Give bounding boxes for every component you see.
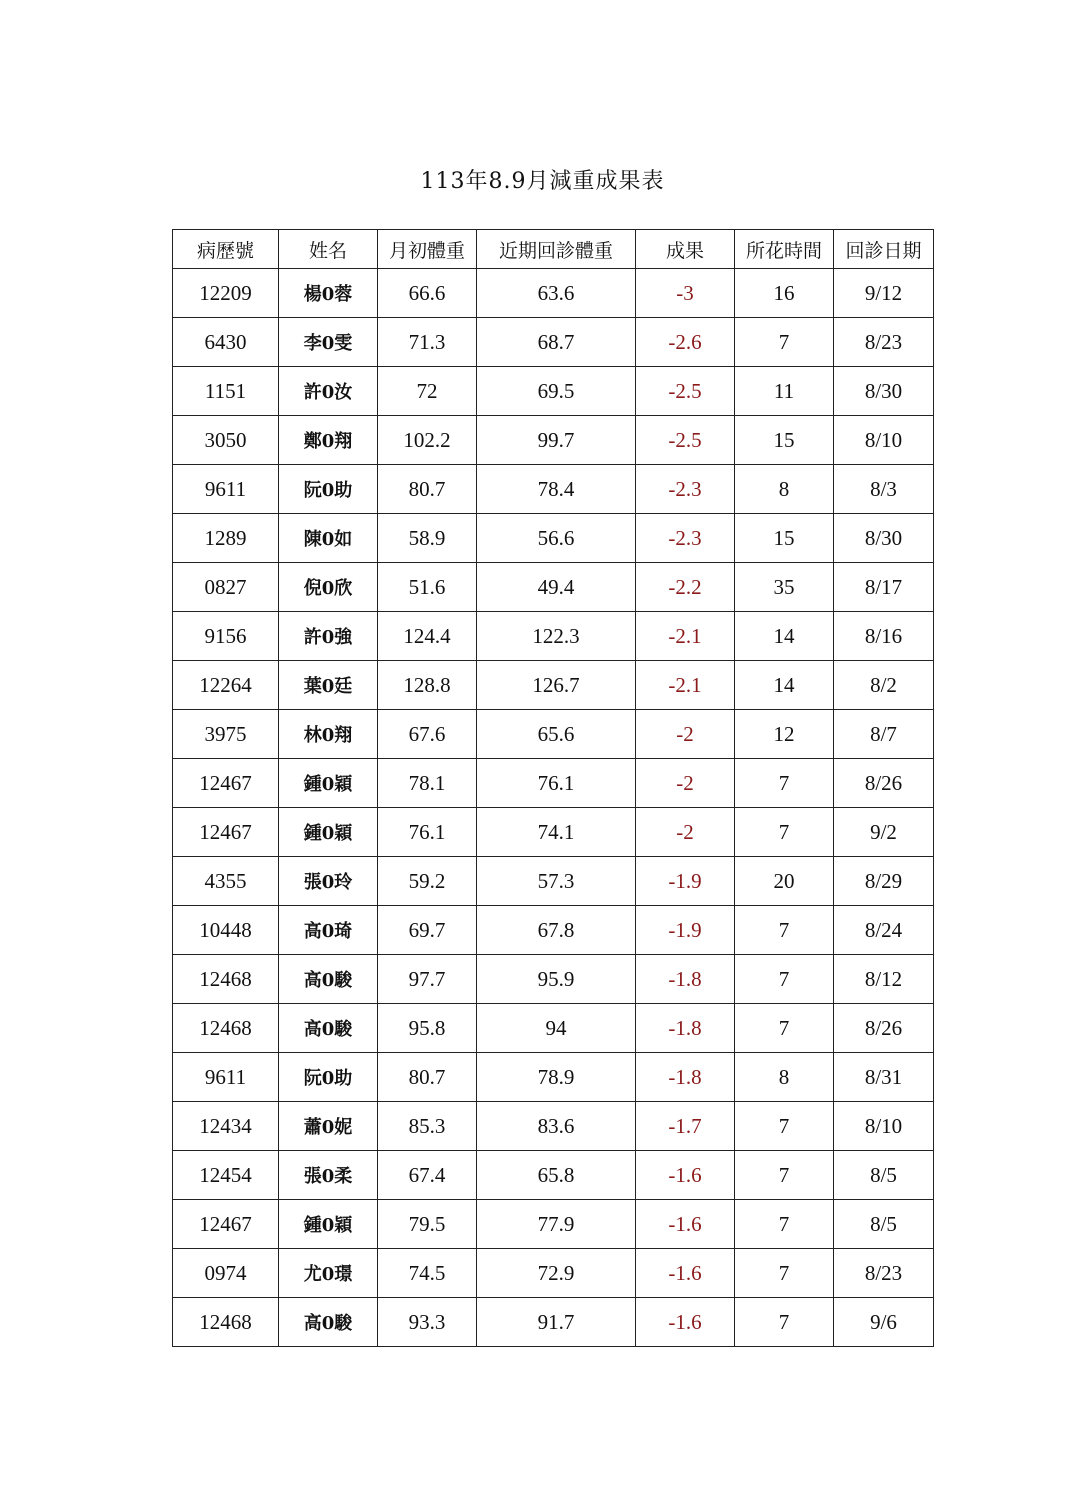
cell-start-weight: 128.8 bbox=[378, 661, 477, 710]
cell-visit-date: 8/12 bbox=[834, 955, 934, 1004]
cell-name: 葉0廷 bbox=[279, 661, 378, 710]
cell-record-number: 0974 bbox=[173, 1249, 279, 1298]
cell-record-number: 12467 bbox=[173, 759, 279, 808]
cell-start-weight: 58.9 bbox=[378, 514, 477, 563]
cell-start-weight: 74.5 bbox=[378, 1249, 477, 1298]
cell-result: -2 bbox=[636, 710, 735, 759]
cell-name: 高0駿 bbox=[279, 1004, 378, 1053]
cell-start-weight: 124.4 bbox=[378, 612, 477, 661]
cell-result: -2 bbox=[636, 808, 735, 857]
cell-visit-date: 8/24 bbox=[834, 906, 934, 955]
cell-name: 張0玲 bbox=[279, 857, 378, 906]
table-header-row bbox=[173, 230, 934, 269]
table-row bbox=[173, 269, 934, 318]
cell-result: -1.8 bbox=[636, 1004, 735, 1053]
cell-recent-weight: 122.3 bbox=[477, 612, 636, 661]
header-recent-weight: 近期回診體重 bbox=[477, 230, 636, 269]
cell-result: -1.9 bbox=[636, 906, 735, 955]
cell-result: -2 bbox=[636, 759, 735, 808]
cell-start-weight: 95.8 bbox=[378, 1004, 477, 1053]
cell-recent-weight: 65.6 bbox=[477, 710, 636, 759]
cell-record-number: 12434 bbox=[173, 1102, 279, 1151]
cell-result: -1.6 bbox=[636, 1298, 735, 1347]
cell-result: -2.2 bbox=[636, 563, 735, 612]
cell-time-spent: 8 bbox=[735, 465, 834, 514]
cell-name: 尤0璟 bbox=[279, 1249, 378, 1298]
cell-visit-date: 8/17 bbox=[834, 563, 934, 612]
cell-record-number: 3050 bbox=[173, 416, 279, 465]
cell-recent-weight: 56.6 bbox=[477, 514, 636, 563]
cell-result: -1.8 bbox=[636, 1053, 735, 1102]
cell-result: -2.3 bbox=[636, 514, 735, 563]
cell-record-number: 0827 bbox=[173, 563, 279, 612]
cell-visit-date: 8/31 bbox=[834, 1053, 934, 1102]
cell-visit-date: 8/2 bbox=[834, 661, 934, 710]
table-row bbox=[173, 318, 934, 367]
cell-start-weight: 80.7 bbox=[378, 1053, 477, 1102]
cell-start-weight: 66.6 bbox=[378, 269, 477, 318]
cell-start-weight: 59.2 bbox=[378, 857, 477, 906]
cell-record-number: 9156 bbox=[173, 612, 279, 661]
header-name: 姓名 bbox=[279, 230, 378, 269]
cell-time-spent: 7 bbox=[735, 808, 834, 857]
cell-time-spent: 11 bbox=[735, 367, 834, 416]
cell-visit-date: 8/30 bbox=[834, 514, 934, 563]
cell-start-weight: 79.5 bbox=[378, 1200, 477, 1249]
table-row bbox=[173, 661, 934, 710]
cell-recent-weight: 83.6 bbox=[477, 1102, 636, 1151]
cell-recent-weight: 95.9 bbox=[477, 955, 636, 1004]
cell-name: 鍾0穎 bbox=[279, 759, 378, 808]
cell-record-number: 12468 bbox=[173, 1298, 279, 1347]
cell-time-spent: 20 bbox=[735, 857, 834, 906]
cell-name: 倪0欣 bbox=[279, 563, 378, 612]
cell-recent-weight: 67.8 bbox=[477, 906, 636, 955]
cell-time-spent: 7 bbox=[735, 1004, 834, 1053]
cell-name: 許0強 bbox=[279, 612, 378, 661]
cell-time-spent: 15 bbox=[735, 416, 834, 465]
cell-recent-weight: 94 bbox=[477, 1004, 636, 1053]
cell-record-number: 1289 bbox=[173, 514, 279, 563]
cell-name: 高0駿 bbox=[279, 1298, 378, 1347]
cell-result: -2.5 bbox=[636, 416, 735, 465]
cell-recent-weight: 65.8 bbox=[477, 1151, 636, 1200]
cell-visit-date: 9/12 bbox=[834, 269, 934, 318]
cell-name: 楊0蓉 bbox=[279, 269, 378, 318]
cell-result: -2.5 bbox=[636, 367, 735, 416]
cell-time-spent: 7 bbox=[735, 955, 834, 1004]
cell-recent-weight: 68.7 bbox=[477, 318, 636, 367]
cell-visit-date: 8/10 bbox=[834, 1102, 934, 1151]
cell-result: -1.9 bbox=[636, 857, 735, 906]
cell-visit-date: 8/26 bbox=[834, 759, 934, 808]
header-start-weight: 月初體重 bbox=[378, 230, 477, 269]
cell-name: 高0琦 bbox=[279, 906, 378, 955]
cell-name: 鍾0穎 bbox=[279, 808, 378, 857]
table-row bbox=[173, 759, 934, 808]
cell-time-spent: 14 bbox=[735, 612, 834, 661]
cell-visit-date: 8/26 bbox=[834, 1004, 934, 1053]
table-row bbox=[173, 1298, 934, 1347]
table-row bbox=[173, 612, 934, 661]
cell-start-weight: 102.2 bbox=[378, 416, 477, 465]
cell-start-weight: 85.3 bbox=[378, 1102, 477, 1151]
cell-time-spent: 7 bbox=[735, 1102, 834, 1151]
cell-time-spent: 7 bbox=[735, 318, 834, 367]
cell-time-spent: 7 bbox=[735, 1298, 834, 1347]
cell-time-spent: 12 bbox=[735, 710, 834, 759]
cell-result: -1.8 bbox=[636, 955, 735, 1004]
cell-record-number: 3975 bbox=[173, 710, 279, 759]
cell-name: 鍾0穎 bbox=[279, 1200, 378, 1249]
cell-start-weight: 78.1 bbox=[378, 759, 477, 808]
cell-name: 阮0助 bbox=[279, 1053, 378, 1102]
cell-result: -1.7 bbox=[636, 1102, 735, 1151]
cell-visit-date: 9/6 bbox=[834, 1298, 934, 1347]
cell-visit-date: 8/23 bbox=[834, 1249, 934, 1298]
table-row bbox=[173, 808, 934, 857]
cell-record-number: 12454 bbox=[173, 1151, 279, 1200]
table-row bbox=[173, 367, 934, 416]
cell-visit-date: 8/10 bbox=[834, 416, 934, 465]
cell-time-spent: 7 bbox=[735, 1249, 834, 1298]
cell-result: -1.6 bbox=[636, 1200, 735, 1249]
cell-record-number: 12209 bbox=[173, 269, 279, 318]
table-row bbox=[173, 1249, 934, 1298]
cell-name: 阮0助 bbox=[279, 465, 378, 514]
cell-name: 蕭0妮 bbox=[279, 1102, 378, 1151]
table-row bbox=[173, 906, 934, 955]
cell-time-spent: 7 bbox=[735, 1200, 834, 1249]
cell-record-number: 12467 bbox=[173, 808, 279, 857]
cell-recent-weight: 63.6 bbox=[477, 269, 636, 318]
cell-record-number: 12264 bbox=[173, 661, 279, 710]
cell-recent-weight: 99.7 bbox=[477, 416, 636, 465]
cell-time-spent: 15 bbox=[735, 514, 834, 563]
cell-result: -2.6 bbox=[636, 318, 735, 367]
cell-record-number: 12468 bbox=[173, 1004, 279, 1053]
cell-record-number: 12467 bbox=[173, 1200, 279, 1249]
table-row bbox=[173, 710, 934, 759]
cell-start-weight: 80.7 bbox=[378, 465, 477, 514]
cell-recent-weight: 72.9 bbox=[477, 1249, 636, 1298]
cell-visit-date: 9/2 bbox=[834, 808, 934, 857]
cell-visit-date: 8/5 bbox=[834, 1151, 934, 1200]
cell-name: 李0雯 bbox=[279, 318, 378, 367]
cell-start-weight: 67.6 bbox=[378, 710, 477, 759]
table-row bbox=[173, 514, 934, 563]
cell-time-spent: 16 bbox=[735, 269, 834, 318]
cell-visit-date: 8/23 bbox=[834, 318, 934, 367]
header-record-number: 病歷號 bbox=[173, 230, 279, 269]
cell-start-weight: 69.7 bbox=[378, 906, 477, 955]
cell-recent-weight: 126.7 bbox=[477, 661, 636, 710]
cell-start-weight: 51.6 bbox=[378, 563, 477, 612]
cell-start-weight: 67.4 bbox=[378, 1151, 477, 1200]
cell-name: 高0駿 bbox=[279, 955, 378, 1004]
cell-record-number: 1151 bbox=[173, 367, 279, 416]
cell-recent-weight: 91.7 bbox=[477, 1298, 636, 1347]
header-time-spent: 所花時間 bbox=[735, 230, 834, 269]
weight-loss-table bbox=[172, 229, 934, 1347]
table-row bbox=[173, 1200, 934, 1249]
cell-name: 陳0如 bbox=[279, 514, 378, 563]
cell-recent-weight: 78.4 bbox=[477, 465, 636, 514]
table-row bbox=[173, 416, 934, 465]
cell-start-weight: 93.3 bbox=[378, 1298, 477, 1347]
cell-name: 林0翔 bbox=[279, 710, 378, 759]
table-row bbox=[173, 857, 934, 906]
cell-name: 鄭0翔 bbox=[279, 416, 378, 465]
cell-recent-weight: 77.9 bbox=[477, 1200, 636, 1249]
table-row bbox=[173, 465, 934, 514]
cell-time-spent: 7 bbox=[735, 906, 834, 955]
cell-record-number: 9611 bbox=[173, 1053, 279, 1102]
cell-record-number: 4355 bbox=[173, 857, 279, 906]
table-row bbox=[173, 563, 934, 612]
cell-visit-date: 8/5 bbox=[834, 1200, 934, 1249]
table-row bbox=[173, 1151, 934, 1200]
cell-result: -1.6 bbox=[636, 1151, 735, 1200]
cell-result: -2.3 bbox=[636, 465, 735, 514]
cell-recent-weight: 74.1 bbox=[477, 808, 636, 857]
cell-time-spent: 7 bbox=[735, 1151, 834, 1200]
cell-recent-weight: 49.4 bbox=[477, 563, 636, 612]
cell-recent-weight: 57.3 bbox=[477, 857, 636, 906]
cell-result: -2.1 bbox=[636, 612, 735, 661]
cell-start-weight: 71.3 bbox=[378, 318, 477, 367]
table-row bbox=[173, 1102, 934, 1151]
cell-time-spent: 7 bbox=[735, 759, 834, 808]
cell-time-spent: 35 bbox=[735, 563, 834, 612]
cell-record-number: 12468 bbox=[173, 955, 279, 1004]
cell-result: -3 bbox=[636, 269, 735, 318]
cell-result: -1.6 bbox=[636, 1249, 735, 1298]
cell-start-weight: 76.1 bbox=[378, 808, 477, 857]
cell-start-weight: 97.7 bbox=[378, 955, 477, 1004]
cell-recent-weight: 76.1 bbox=[477, 759, 636, 808]
cell-time-spent: 8 bbox=[735, 1053, 834, 1102]
table-row bbox=[173, 1053, 934, 1102]
cell-visit-date: 8/3 bbox=[834, 465, 934, 514]
cell-name: 許0汝 bbox=[279, 367, 378, 416]
table-row bbox=[173, 1004, 934, 1053]
table-row bbox=[173, 955, 934, 1004]
cell-visit-date: 8/30 bbox=[834, 367, 934, 416]
cell-name: 張0柔 bbox=[279, 1151, 378, 1200]
cell-time-spent: 14 bbox=[735, 661, 834, 710]
cell-start-weight: 72 bbox=[378, 367, 477, 416]
header-result: 成果 bbox=[636, 230, 735, 269]
cell-result: -2.1 bbox=[636, 661, 735, 710]
cell-recent-weight: 78.9 bbox=[477, 1053, 636, 1102]
header-visit-date: 回診日期 bbox=[834, 230, 934, 269]
cell-record-number: 9611 bbox=[173, 465, 279, 514]
cell-visit-date: 8/16 bbox=[834, 612, 934, 661]
page-title: 113年8.9月減重成果表 bbox=[420, 169, 665, 194]
cell-record-number: 6430 bbox=[173, 318, 279, 367]
table-body bbox=[173, 269, 934, 1347]
cell-recent-weight: 69.5 bbox=[477, 367, 636, 416]
cell-record-number: 10448 bbox=[173, 906, 279, 955]
cell-visit-date: 8/29 bbox=[834, 857, 934, 906]
cell-visit-date: 8/7 bbox=[834, 710, 934, 759]
